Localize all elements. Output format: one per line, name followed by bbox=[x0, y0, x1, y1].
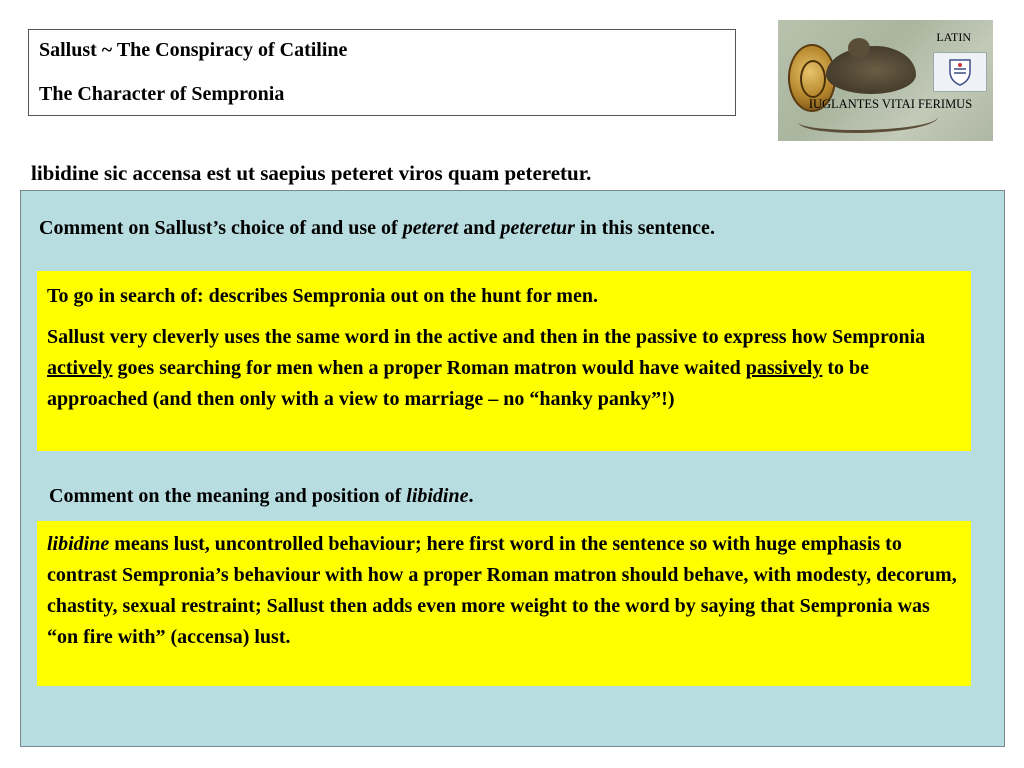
word-peteretur: peteretur bbox=[500, 217, 575, 239]
content-panel bbox=[20, 190, 1005, 747]
page-subtitle: The Character of Sempronia bbox=[39, 83, 285, 105]
logo-motto: IUGLANTES VITAI FERIMUS bbox=[808, 97, 973, 111]
logo-tag: LATIN bbox=[936, 30, 971, 44]
answer-2-text: libidine means lust, uncontrolled behaviour; here first word in the sentence so with huge emphasis to contrast Sempronia’s behaviour with how a proper Roman matron should behave, with modesty, decorum, chastity, sexual restraint; Sallust then adds even more weight to the word by saying that Sempronia was “on fire with” (accensa) lust. bbox=[47, 533, 957, 648]
page-title: Sallust ~ The Conspiracy of Catiline bbox=[39, 39, 348, 61]
answer-1-line-1: To go in search of: describes Sempronia out on the hunt for men. bbox=[47, 285, 598, 307]
crest-icon bbox=[933, 52, 987, 92]
question-1: Comment on Sallust’s choice of and use of peteret and peteretur in this sentence. bbox=[39, 217, 715, 239]
latin-sentence: libidine sic accensa est ut saepius peteret viros quam peteretur. bbox=[31, 161, 592, 185]
word-peteret: peteret bbox=[402, 217, 459, 239]
answer-2-word: libidine bbox=[47, 533, 110, 555]
word-libidine: libidine bbox=[406, 485, 469, 507]
mouse-ear-shape bbox=[848, 38, 870, 58]
question-2: Comment on the meaning and position of libidine. bbox=[49, 485, 474, 507]
underlined-actively: actively bbox=[47, 357, 113, 379]
answer-2-box bbox=[37, 521, 971, 686]
latin-logo bbox=[778, 20, 993, 141]
underlined-passively: passively bbox=[745, 357, 823, 379]
title-box bbox=[28, 29, 736, 116]
answer-1-box bbox=[37, 271, 971, 451]
mouse-icon bbox=[826, 46, 916, 94]
answer-1-paragraph-2: Sallust very cleverly uses the same word in the active and then in the passive to express how Sempronia actively goes searching for men when a proper Roman matron would have waited passively to be approached (and then only with a view to marriage – no “hanky panky”!) bbox=[47, 326, 926, 410]
